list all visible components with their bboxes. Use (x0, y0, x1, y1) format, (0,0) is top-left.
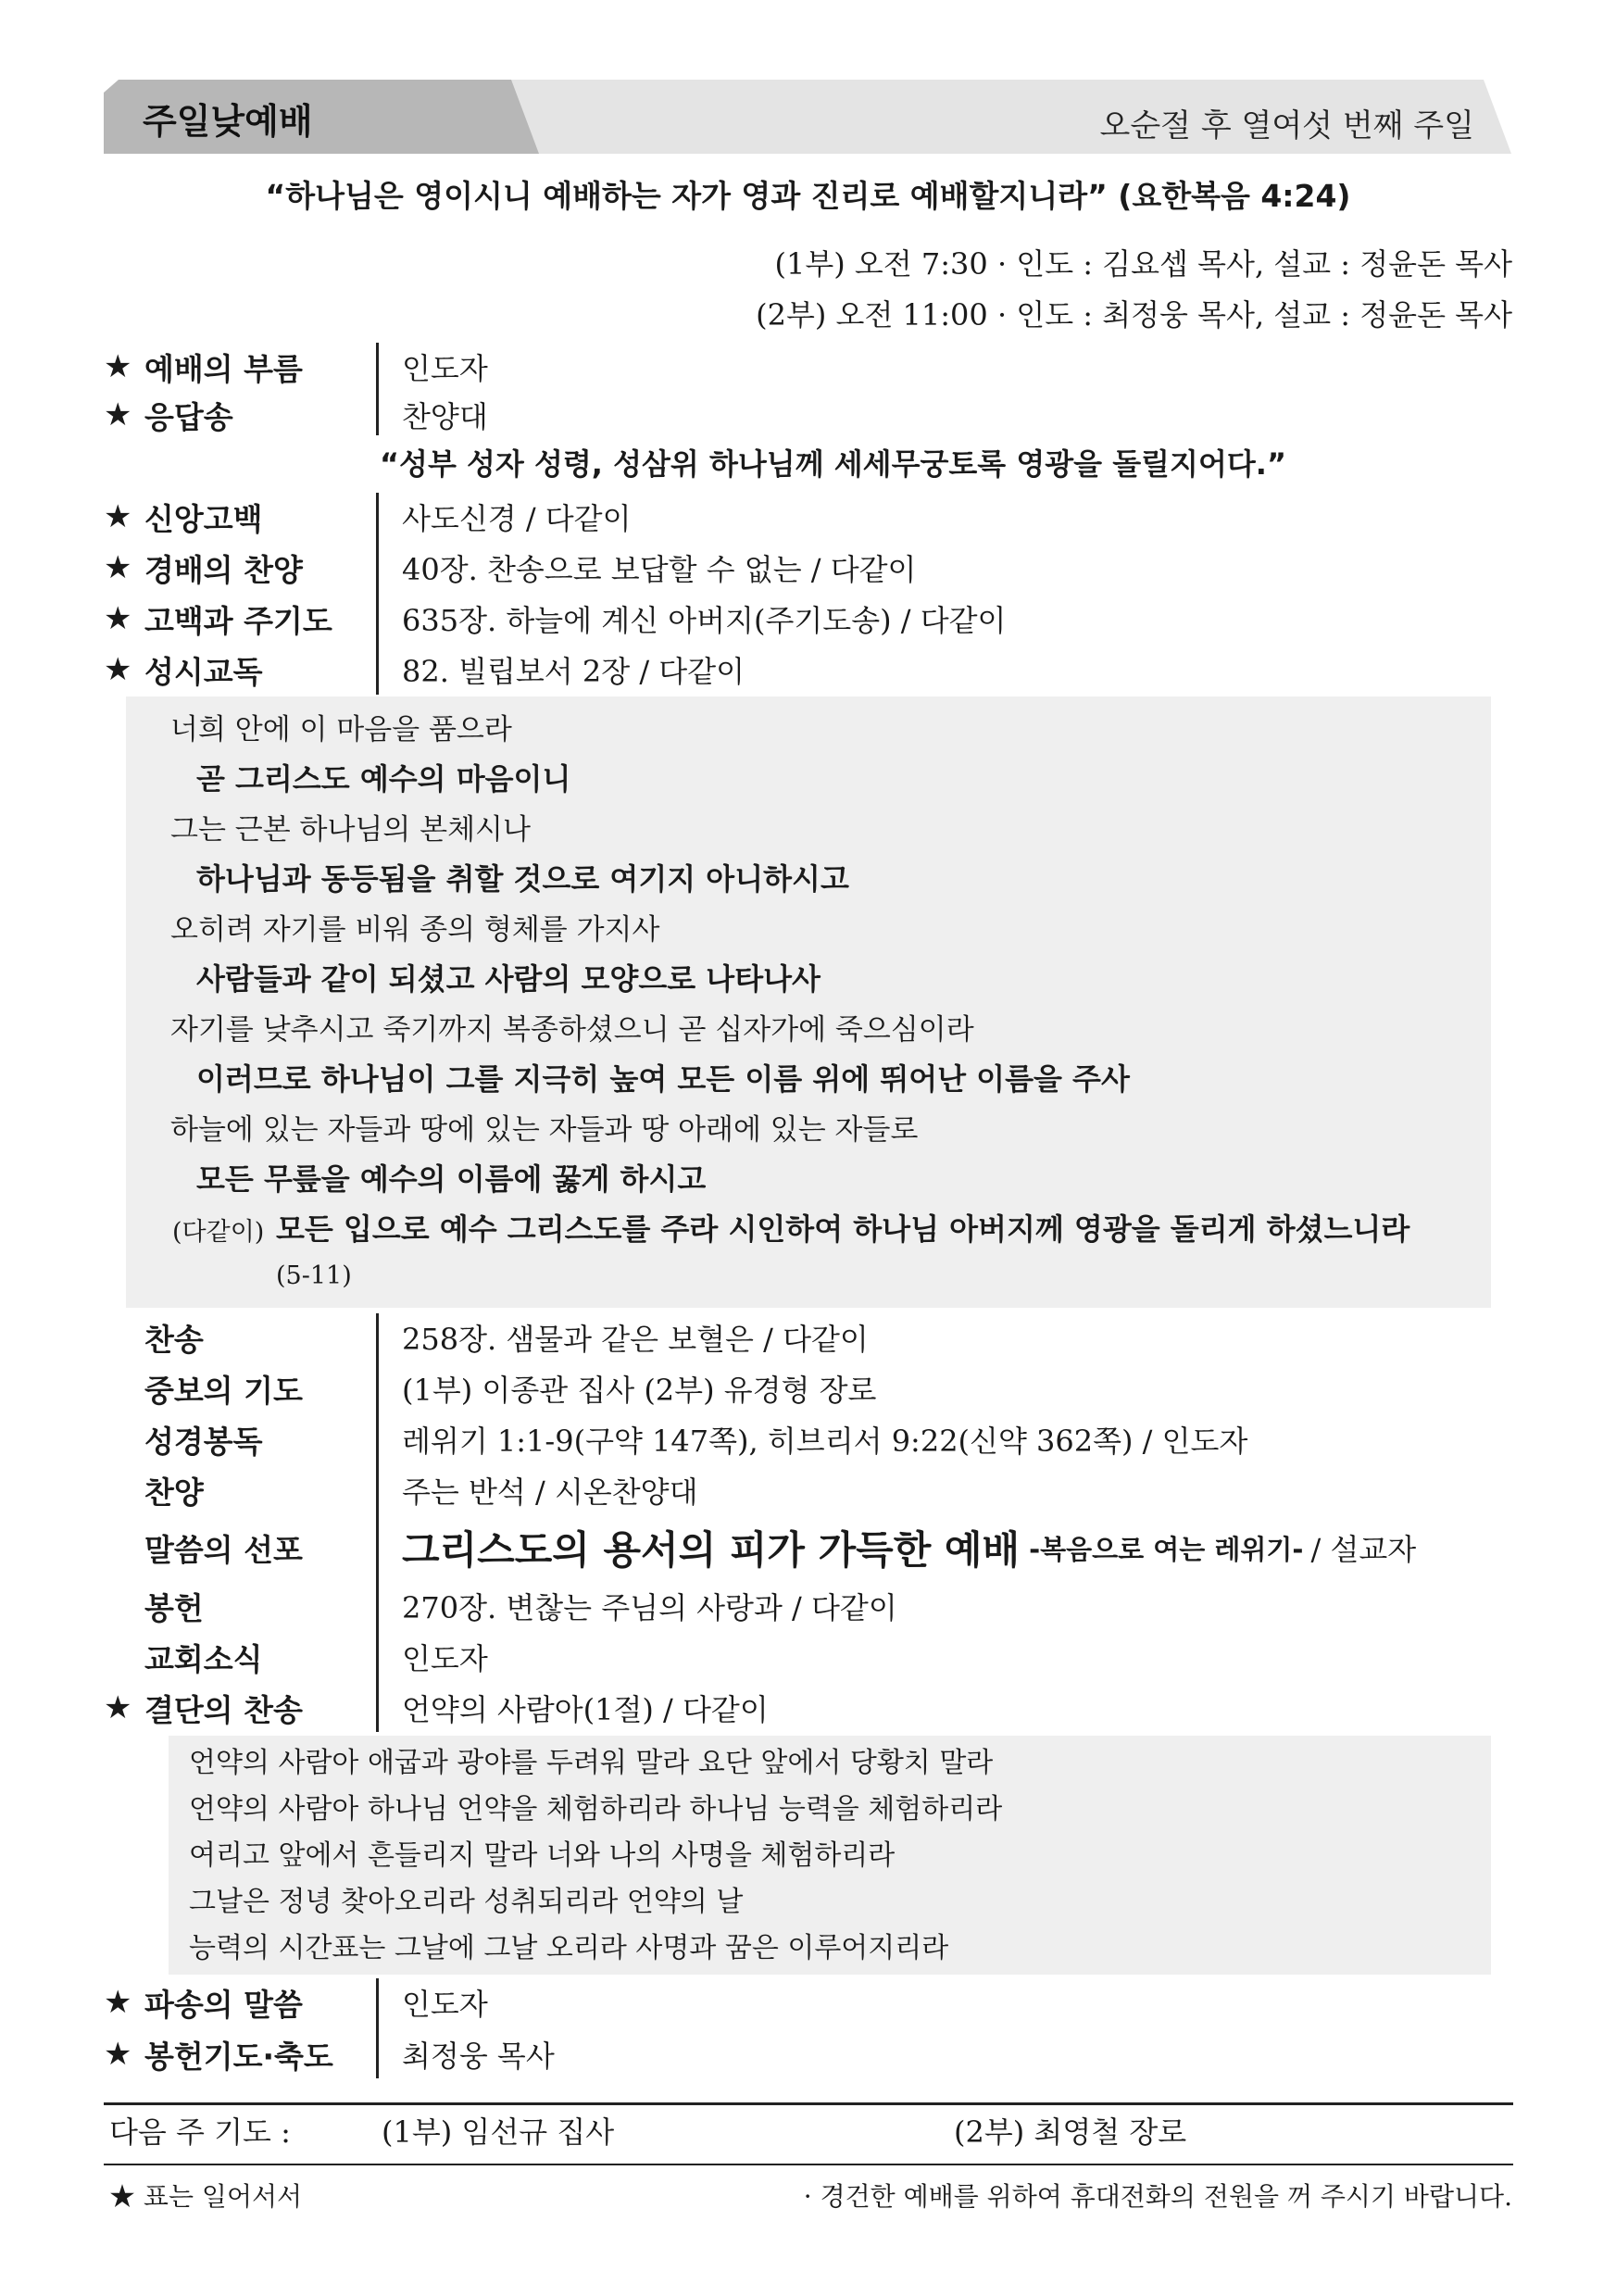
reading-together-tag: (다같이) (172, 1218, 265, 1247)
responsive-reading (126, 696, 1491, 1308)
stand-note: ★ 표는 일어서서 (109, 2181, 303, 2212)
lyric-line: 그날은 정녕 찾아오리라 성취되리라 언약의 날 (189, 1886, 744, 1918)
service-times (756, 239, 1512, 341)
order-content: 최정웅 목사 (402, 2039, 555, 2074)
lyric-line: 여리고 앞에서 흔들리지 말라 너와 나의 사명을 체험하리라 (189, 1839, 896, 1872)
order-item (104, 1633, 488, 1681)
order-content: 찬양대 (402, 399, 488, 434)
order-content: 레위기 1:1-9(구약 147쪽), 히브리서 9:22(신약 362쪽) / 인도자 (402, 1424, 1248, 1459)
sermon-content (402, 1517, 1416, 1578)
hymn-lyrics (169, 1736, 1491, 1975)
order-item (104, 1466, 698, 1514)
footer-divider (104, 2102, 1513, 2105)
order-label: 고백과 주기도 (144, 602, 332, 639)
order-item (104, 493, 632, 541)
next-week-label: 다음 주 기도 : (109, 2114, 291, 2150)
service-time-first: (1부) 오전 7:30 · 인도 : 김요셉 목사, 설교 : 정윤돈 목사 (774, 246, 1512, 282)
order-content: (1부) 이종관 집사 (2부) 유경형 장로 (402, 1373, 877, 1408)
order-label: 중보의 기도 (144, 1372, 303, 1409)
reading-leader-line: 자기를 낮추시고 죽기까지 복종하셨으니 곧 십자가에 죽으심이라 (170, 1013, 974, 1047)
order-item (104, 544, 917, 592)
order-item (104, 1684, 769, 1732)
reading-leader-line: 너희 안에 이 마음을 품으라 (170, 713, 512, 747)
stand-star-icon: ★ (104, 2036, 132, 2073)
order-label: 결단의 찬송 (144, 1691, 303, 1728)
order-content: 635장. 하늘에 계신 아버지(주기도송) / 다같이 (402, 603, 1007, 638)
reading-response-line: 사람들과 같이 되셨고 사람의 모양으로 나타나사 (196, 961, 821, 997)
sermon-preacher: / 설교자 (1310, 1532, 1417, 1567)
order-item (104, 646, 745, 694)
order-label: 봉헌기도·축도 (144, 2038, 333, 2075)
stand-star-icon: ★ (104, 498, 132, 535)
order-label: 예배의 부름 (144, 350, 303, 387)
order-content: 인도자 (402, 351, 488, 386)
liturgical-week: 오순절 후 열여섯 번째 주일 (1099, 107, 1474, 144)
footer-divider (104, 2164, 1513, 2165)
order-item (104, 343, 488, 391)
order-content: 40장. 찬송으로 보답할 수 없는 / 다같이 (402, 552, 917, 587)
column-separator (376, 1313, 379, 1732)
lyric-line: 언약의 사람아 하나님 언약을 체험하리라 하나님 능력을 체험하리라 (189, 1793, 1003, 1826)
order-content: 인도자 (402, 1641, 488, 1676)
order-label: 성시교독 (144, 653, 263, 690)
order-label: 말씀의 선포 (144, 1531, 303, 1568)
reading-response-line: 이러므로 하나님이 그를 지극히 높여 모든 이름 위에 뛰어난 이름을 주사 (196, 1061, 1130, 1097)
order-label: 응답송 (144, 398, 233, 435)
order-content: 인도자 (402, 1987, 488, 2022)
theme-verse: “하나님은 영이시니 예배하는 자가 영과 진리로 예배할지니라” (요한복음 4:24) (265, 178, 1351, 214)
reading-reference: (5-11) (276, 1261, 352, 1290)
sermon-subtitle: -복음으로 여는 레위기- (1029, 1533, 1304, 1565)
order-label: 경배의 찬양 (144, 551, 303, 588)
stand-star-icon: ★ (104, 1984, 132, 2021)
header-band (104, 80, 1511, 154)
order-label: 찬송 (144, 1321, 204, 1358)
service-title: 주일낮예배 (143, 101, 313, 142)
order-label: 성경봉독 (144, 1423, 263, 1460)
order-content: 사도신경 / 다같이 (402, 501, 632, 536)
order-item (104, 1415, 1248, 1463)
reading-response-line: 하나님과 동등됨을 취할 것으로 여기지 아니하시고 (196, 861, 849, 897)
next-week-first: (1부) 임선규 집사 (382, 2114, 615, 2150)
doxology: “성부 성자 성령, 성삼위 하나님께 세세무궁토록 영광을 돌릴지어다.” (380, 446, 1286, 482)
order-label: 찬양 (144, 1474, 204, 1511)
order-item (104, 2030, 555, 2078)
column-separator (376, 343, 379, 435)
order-item (104, 1313, 869, 1361)
stand-star-icon: ★ (104, 549, 132, 586)
reading-final-line: 모든 입으로 예수 그리스도를 주라 시인하여 하나님 아버지께 영광을 돌리게 하셨느니라 (276, 1211, 1410, 1247)
stand-star-icon: ★ (104, 600, 132, 637)
order-label: 교회소식 (144, 1640, 263, 1677)
stand-star-icon: ★ (104, 651, 132, 688)
lyric-line: 능력의 시간표는 그날에 그날 오리라 사명과 꿈은 이루어지리라 (189, 1932, 949, 1964)
service-time-second: (2부) 오전 11:00 · 인도 : 최정웅 목사, 설교 : 정윤돈 목사 (756, 297, 1512, 332)
stand-star-icon: ★ (104, 396, 132, 433)
order-content: 언약의 사람아(1절) / 다같이 (402, 1692, 769, 1727)
sermon-title: 그리스도의 용서의 피가 가득한 예배 (402, 1527, 1021, 1573)
order-label: 봉헌 (144, 1589, 204, 1626)
sermon-item (104, 1517, 1417, 1578)
next-week-second: (2부) 최영철 장로 (954, 2114, 1187, 2150)
order-item (104, 1978, 488, 2026)
stand-star-icon: ★ (104, 1689, 132, 1726)
order-item (104, 391, 488, 439)
reading-response-line: 곧 그리스도 예수의 마음이니 (196, 761, 571, 797)
stand-star-icon: ★ (104, 348, 132, 385)
reading-response-line: 모든 무릎을 예수의 이름에 꿇게 하시고 (196, 1161, 707, 1197)
order-item (104, 1582, 897, 1630)
order-label: 신앙고백 (144, 500, 263, 537)
phone-note: · 경건한 예배를 위하여 휴대전화의 전원을 꺼 주시기 바랍니다. (803, 2181, 1512, 2212)
order-content: 82. 빌립보서 2장 / 다같이 (402, 654, 745, 689)
order-item (104, 1364, 877, 1412)
reading-leader-line: 오히려 자기를 비워 종의 형체를 가지사 (170, 913, 660, 947)
column-separator (376, 493, 379, 695)
order-content: 주는 반석 / 시온찬양대 (402, 1474, 698, 1510)
lyric-line: 언약의 사람아 애굽과 광야를 두려워 말라 요단 앞에서 당황치 말라 (189, 1747, 994, 1779)
order-content: 258장. 샘물과 같은 보혈은 / 다같이 (402, 1322, 869, 1357)
order-label: 파송의 말씀 (144, 1986, 303, 2023)
reading-leader-line: 그는 근본 하나님의 본체시나 (170, 813, 531, 847)
reading-leader-line: 하늘에 있는 자들과 땅에 있는 자들과 땅 아래에 있는 자들로 (170, 1113, 919, 1147)
column-separator (376, 1978, 379, 2078)
order-content: 270장. 변찮는 주님의 사랑과 / 다같이 (402, 1590, 897, 1625)
order-item (104, 595, 1007, 643)
